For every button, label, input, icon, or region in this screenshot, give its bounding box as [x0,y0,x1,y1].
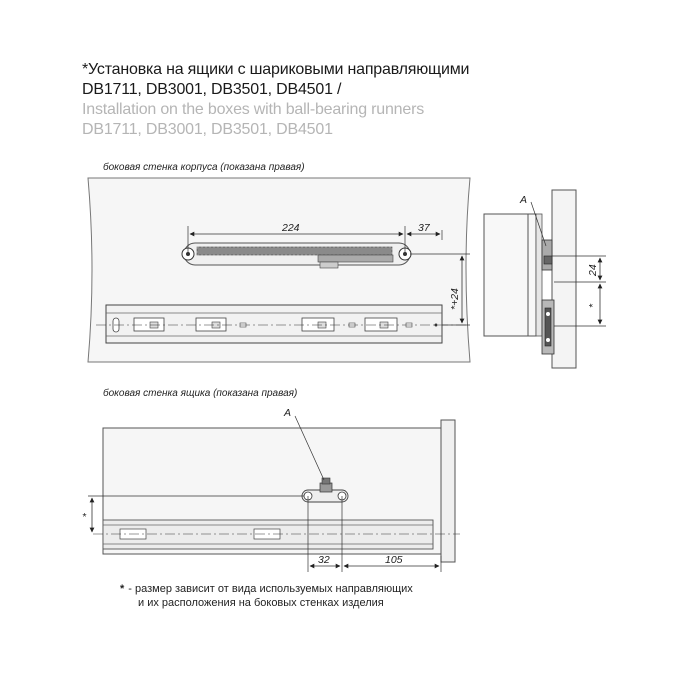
side-dim-star: * [587,303,599,308]
bottom-view-caption: боковая стенка ящика (показана правая) [103,388,298,399]
title-en-line1: Installation on the boxes with ball-bearing runners [82,101,425,118]
dim-105-label: 105 [385,554,403,566]
side-view [484,190,606,368]
footnote-line1: - размер зависит от вида используемых направляющих [128,583,413,595]
mechanism-top [182,243,411,268]
title-ru-line2: DB1711, DB3001, DB3501, DB4501 / [82,81,342,98]
drawer-runner [103,520,433,549]
top-view-caption: боковая стенка корпуса (показана правая) [103,162,305,173]
dim-224-label: 224 [282,222,300,234]
dim-37-label: 37 [418,222,430,234]
side-label-a: A [520,194,528,206]
title-en-line2: DB1711, DB3001, DB3501, DB4501 [82,121,333,138]
bottom-dim-star: * [82,511,87,523]
bottom-label-a: A [284,407,292,419]
side-dim-24: 24 [587,264,599,276]
dim-32-label: 32 [318,554,330,566]
dim-vertical-label: *+24 [449,288,461,310]
footnote-line2: и их расположения на боковых стенках изделия [138,597,384,609]
runner-rail [106,305,442,343]
footnote [120,582,413,610]
footnote-star: * [120,583,125,595]
title-ru-line1: *Установка на ящики с шариковыми направляющими [82,61,470,78]
